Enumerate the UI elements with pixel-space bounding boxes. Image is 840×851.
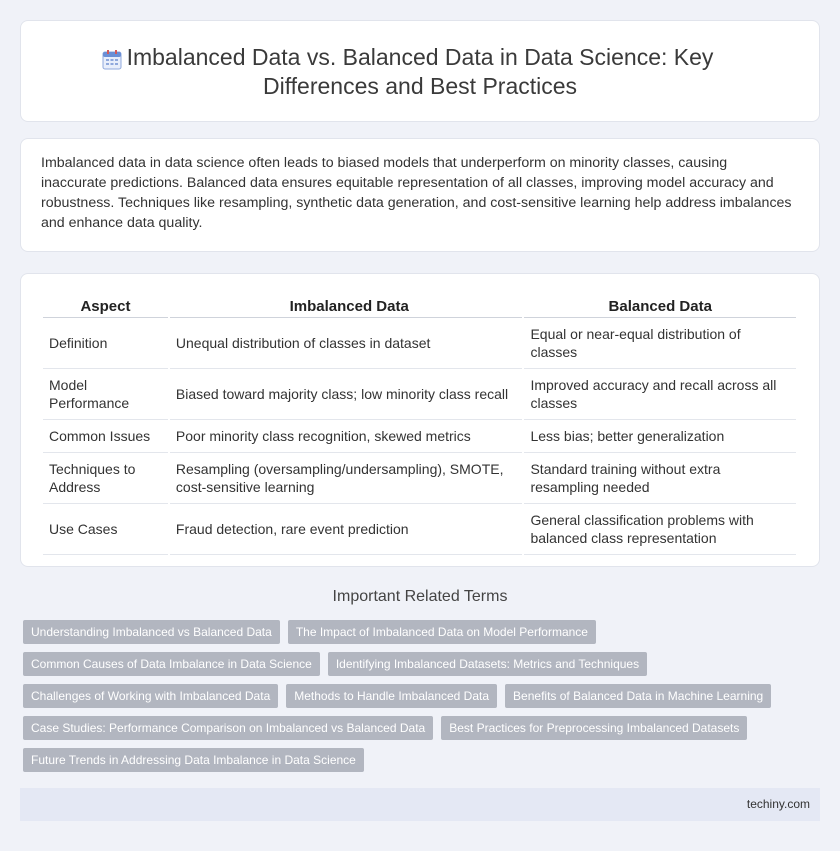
table-header-row [43, 294, 796, 318]
intro-paragraph: Imbalanced data in data science often leads to biased models that underperform on minority classes, causing inaccurate predictions. Balanced data ensures equitable representation of all classes, improving model accuracy and robustness. Techniques like resampling, synthetic data generation, and cost-sensitive learning help address imbalances and enhance data quality. [41, 155, 792, 231]
related-term-link[interactable]: Methods to Handle Imbalanced Data [286, 684, 497, 708]
header-balanced: Balanced Data [524, 294, 796, 318]
cell-aspect: Techniques to Address [43, 453, 168, 504]
table-row [43, 453, 796, 504]
intro-card [20, 138, 820, 252]
related-term-link[interactable]: Understanding Imbalanced vs Balanced Data [23, 620, 280, 644]
comparison-table-card [20, 273, 820, 567]
table-row [43, 318, 796, 369]
cell-aspect: Model Performance [43, 369, 168, 420]
cell-balanced: General classification problems with balanced class representation [524, 504, 796, 555]
related-term-link[interactable]: The Impact of Imbalanced Data on Model Performance [288, 620, 596, 644]
table-row [43, 504, 796, 555]
related-term-link[interactable]: Case Studies: Performance Comparison on Imbalanced vs Balanced Data [23, 716, 433, 740]
header-imbalanced: Imbalanced Data [170, 294, 523, 318]
related-term-link[interactable]: Benefits of Balanced Data in Machine Learning [505, 684, 771, 708]
cell-balanced: Less bias; better generalization [524, 420, 796, 453]
cell-imbalanced: Fraud detection, rare event prediction [170, 504, 523, 555]
cell-imbalanced: Biased toward majority class; low minority class recall [170, 369, 523, 420]
comparison-table [41, 294, 798, 555]
related-term-link[interactable]: Future Trends in Addressing Data Imbalance in Data Science [23, 748, 364, 772]
related-term-link[interactable]: Best Practices for Preprocessing Imbalanced Datasets [441, 716, 747, 740]
footer [20, 788, 820, 821]
cell-aspect: Definition [43, 318, 168, 369]
cell-balanced: Standard training without extra resampling needed [524, 453, 796, 504]
cell-balanced: Equal or near-equal distribution of classes [524, 318, 796, 369]
cell-balanced: Improved accuracy and recall across all classes [524, 369, 796, 420]
cell-aspect: Use Cases [43, 504, 168, 555]
title-row [21, 43, 819, 101]
related-term-link[interactable]: Common Causes of Data Imbalance in Data Science [23, 652, 320, 676]
title-card [20, 20, 820, 122]
cell-imbalanced: Unequal distribution of classes in dataset [170, 318, 523, 369]
calendar-icon [101, 49, 123, 71]
cell-imbalanced: Poor minority class recognition, skewed metrics [170, 420, 523, 453]
related-terms-list [23, 620, 813, 772]
related-term-link[interactable]: Identifying Imbalanced Datasets: Metrics and Techniques [328, 652, 647, 676]
table-row [43, 420, 796, 453]
footer-site-link[interactable]: techiny.com [746, 797, 810, 811]
related-term-link[interactable]: Challenges of Working with Imbalanced Data [23, 684, 278, 708]
related-terms-heading: Important Related Terms [332, 588, 508, 605]
page-title: Imbalanced Data vs. Balanced Data in Data Science: Key Differences and Best Practices [126, 44, 714, 99]
table-row [43, 369, 796, 420]
cell-aspect: Common Issues [43, 420, 168, 453]
cell-imbalanced: Resampling (oversampling/undersampling), SMOTE, cost-sensitive learning [170, 453, 523, 504]
header-aspect: Aspect [43, 294, 168, 318]
